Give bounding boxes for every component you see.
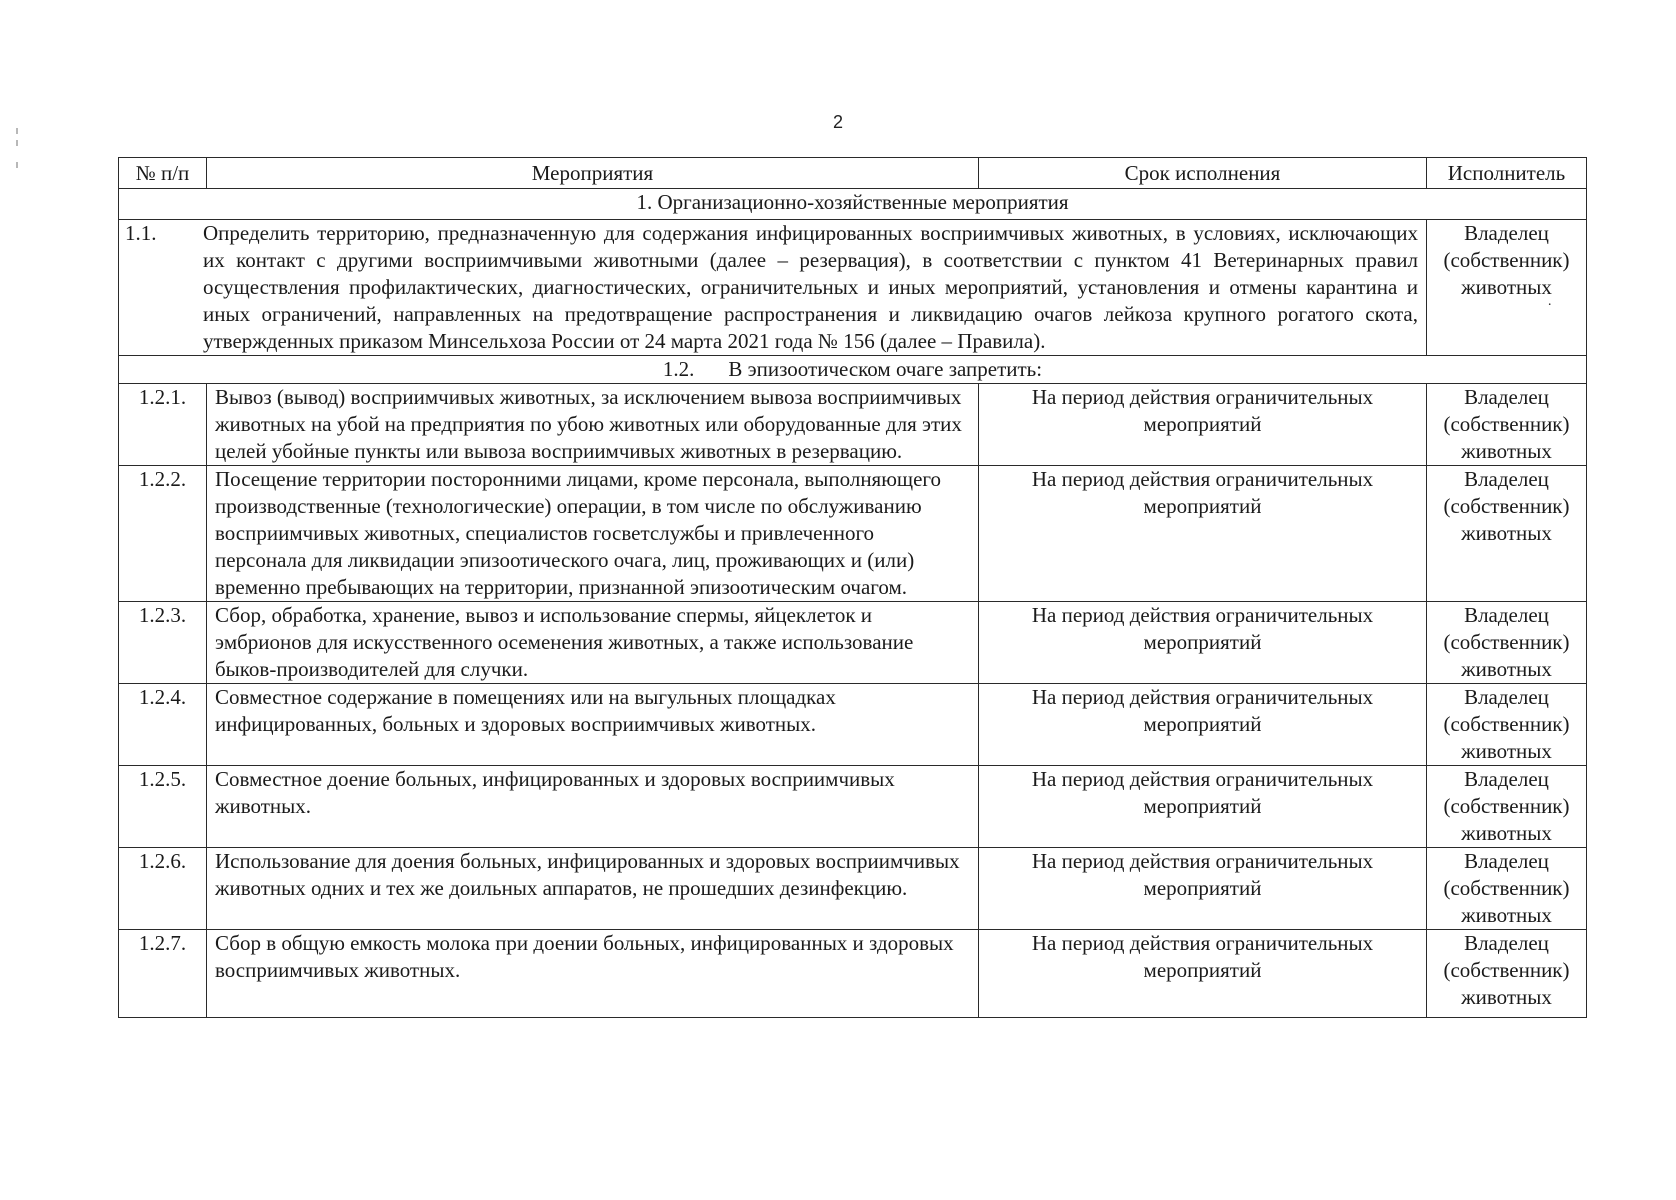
item-1-1-text: Определить территорию, предназначенную для содержания инфицированных восприимчивых животных, в условиях, исключающих их контакт с другими восприимчивыми животными (далее – резервация), в соответствии с пунктом 41 Ветеринарных правил осуществления профилактических, диагностических, ограничительных и иных мероприятий, установления и отмены карантина и иных ограничений, направленных на предотвращение распространения и ликвидацию очагов лейкоза крупного рогатого скота, утвержденных приказом Минсельхоза России от 24 марта 2021 года № 156 (далее – Правила). <box>203 221 1418 353</box>
row-term: На период действия ограничительных мероприятий <box>979 602 1427 684</box>
item-1-1-cell <box>119 220 1427 356</box>
table-row <box>119 466 1587 602</box>
row-term: На период действия ограничительных мероприятий <box>979 766 1427 848</box>
scan-artifact <box>16 140 18 146</box>
row-executor: Владелец (собственник) животных <box>1427 848 1587 930</box>
row-num: 1.2.3. <box>119 602 207 684</box>
table-row <box>119 930 1587 1018</box>
subsection-cell <box>119 356 1587 384</box>
row-num: 1.2.4. <box>119 684 207 766</box>
table-row <box>119 602 1587 684</box>
subsection-row <box>119 356 1587 384</box>
row-term: На период действия ограничительных мероприятий <box>979 466 1427 602</box>
scan-dot: · <box>1547 298 1552 313</box>
table-row <box>119 766 1587 848</box>
row-executor: Владелец (собственник) животных <box>1427 384 1587 466</box>
measures-table <box>118 157 1587 1018</box>
row-num: 1.2.6. <box>119 848 207 930</box>
item-1-1-executor: Владелец (собственник) животных <box>1443 221 1570 299</box>
row-activity: Совместное доение больных, инфицированных и здоровых восприимчивых животных. <box>207 766 979 848</box>
row-term: На период действия ограничительных мероприятий <box>979 384 1427 466</box>
row-activity: Сбор в общую емкость молока при доении больных, инфицированных и здоровых восприимчивых животных. <box>207 930 979 1018</box>
scan-artifact <box>16 162 18 168</box>
section-row <box>119 189 1587 220</box>
row-activity: Вывоз (вывод) восприимчивых животных, за исключением вывоза восприимчивых животных на убой на предприятия по убою животных или оборудованные для этих целей убойные пункты или вывоза восприимчивых животных в резервацию. <box>207 384 979 466</box>
subsection-num: 1.2. <box>662 357 695 381</box>
row-activity: Совместное содержание в помещениях или на выгульных площадках инфицированных, больных и здоровых восприимчивых животных. <box>207 684 979 766</box>
row-executor: Владелец (собственник) животных <box>1427 466 1587 602</box>
header-executor: Исполнитель <box>1427 158 1587 189</box>
row-activity: Сбор, обработка, хранение, вывоз и использование спермы, яйцеклеток и эмбрионов для искусственного осеменения животных, а также использование быков-производителей для случки. <box>207 602 979 684</box>
row-executor: Владелец (собственник) животных <box>1427 766 1587 848</box>
subsection-title: В эпизоотическом очаге запретить: <box>728 357 1043 381</box>
section-title: 1. Организационно-хозяйственные мероприятия <box>119 189 1587 220</box>
table-row <box>119 848 1587 930</box>
row-executor: Владелец (собственник) животных <box>1427 684 1587 766</box>
item-1-1-executor-cell <box>1427 220 1587 356</box>
row-num: 1.2.1. <box>119 384 207 466</box>
page-number: 2 <box>832 112 843 132</box>
item-1-1-num: 1.1. <box>125 221 157 245</box>
row-executor: Владелец (собственник) животных <box>1427 930 1587 1018</box>
row-num: 1.2.7. <box>119 930 207 1018</box>
row-num: 1.2.2. <box>119 466 207 602</box>
table-header-row <box>119 158 1587 189</box>
row-activity: Использование для доения больных, инфицированных и здоровых восприимчивых животных одних и тех же доильных аппаратов, не прошедших дезинфекцию. <box>207 848 979 930</box>
row-term: На период действия ограничительных мероприятий <box>979 684 1427 766</box>
row-num: 1.2.5. <box>119 766 207 848</box>
table-row <box>119 684 1587 766</box>
row-executor: Владелец (собственник) животных <box>1427 602 1587 684</box>
row-activity: Посещение территории посторонними лицами, кроме персонала, выполняющего производственные (технологические) операции, в том числе по обслуживанию восприимчивых животных, специалистов госветслужбы и привлеченного персонала для ликвидации эпизоотического очага, лиц, проживающих и (или) временно пребывающих на территории, признанной эпизоотическим очагом. <box>207 466 979 602</box>
row-term: На период действия ограничительных мероприятий <box>979 930 1427 1018</box>
table-row <box>119 384 1587 466</box>
header-term: Срок исполнения <box>979 158 1427 189</box>
table-row-1-1 <box>119 220 1587 356</box>
header-activity: Мероприятия <box>207 158 979 189</box>
row-term: На период действия ограничительных мероприятий <box>979 848 1427 930</box>
header-num: № п/п <box>119 158 207 189</box>
